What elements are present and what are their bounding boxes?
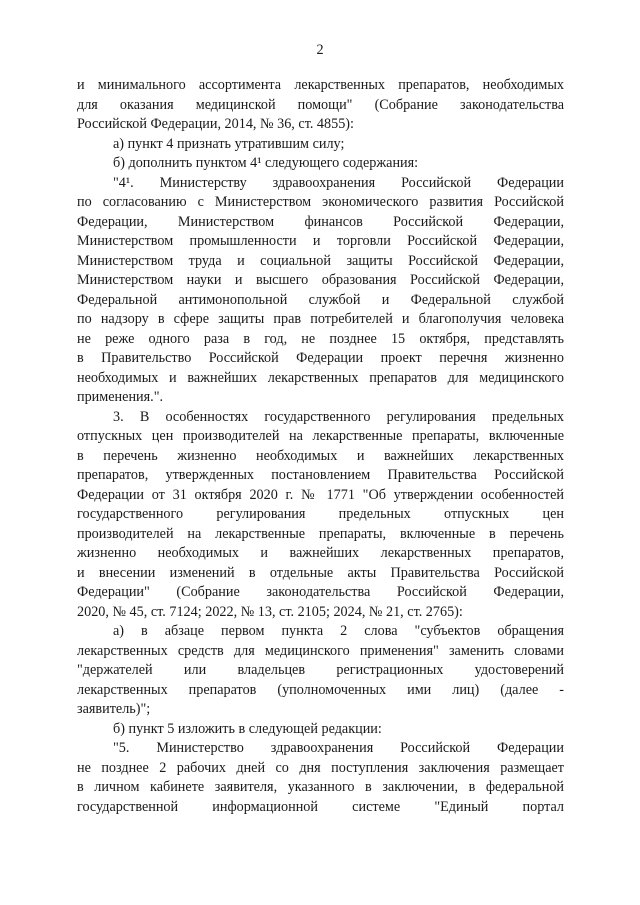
text-line: в личном кабинете заявителя, указанного в заключении, в федеральной xyxy=(77,779,564,795)
text-line: применения.". xyxy=(77,389,164,405)
text-line: Федерации, Министерством финансов Российской Федерации, xyxy=(77,213,564,230)
text-line: государственного регулирования предельных отпускных цен xyxy=(77,506,564,522)
document-body xyxy=(77,76,564,817)
text-line: не реже одного раза в год, не позднее 15 октября, представлять xyxy=(77,330,564,347)
text-line: лекарственных средств для медицинского применения" заменить словами xyxy=(77,642,564,659)
text-line: б) дополнить пунктом 4¹ следующего содержания: xyxy=(113,155,419,171)
text-line: в перечень жизненно необходимых и важнейших лекарственных xyxy=(77,447,564,464)
text-line: Министерством труда и социальной защиты Российской Федерации, xyxy=(77,252,564,269)
text-line: по согласованию с Министерством экономического развития Российской xyxy=(77,194,564,210)
text-line: жизненно необходимых и важнейших лекарственных препаратов, xyxy=(77,545,564,561)
text-line: отпускных цен производителей на лекарственные препараты, включенные xyxy=(77,428,564,444)
text-line: 3. В особенностях государственного регулирования предельных xyxy=(113,408,564,425)
text-line: в Правительство Российской Федерации проект перечня жизненно xyxy=(77,350,564,366)
text-line: государственной информационной системе "Единый портал xyxy=(77,798,564,815)
text-line: "4¹. Министерству здравоохранения Российской Федерации xyxy=(113,174,564,191)
text-line: Российской Федерации, 2014, № 36, ст. 4855): xyxy=(77,116,354,132)
text-line: Министерством промышленности и торговли Российской Федерации, xyxy=(77,233,564,249)
text-line: а) в абзаце первом пункта 2 слова "субъектов обращения xyxy=(113,623,564,639)
text-line: Федеральной антимонопольной службой и Федеральной службой xyxy=(77,291,564,308)
text-line: Федерации" (Собрание законодательства Российской Федерации, xyxy=(77,584,564,600)
text-line: производителей на лекарственные препараты, включенные в перечень xyxy=(77,525,564,542)
text-line: препаратов, утвержденных постановлением Правительства Российской xyxy=(77,467,564,483)
page-number: 2 xyxy=(316,42,324,58)
text-line: и внесении изменений в отдельные акты Правительства Российской xyxy=(77,564,564,581)
text-line: заявитель)"; xyxy=(77,701,151,717)
text-line: б) пункт 5 изложить в следующей редакции: xyxy=(113,720,382,737)
text-line: "держателей или владельцев регистрационных удостоверений xyxy=(77,662,564,678)
text-line: для оказания медицинской помощи" (Собрание законодательства xyxy=(77,96,564,113)
text-line: по надзору в сфере защиты прав потребителей и благополучия человека xyxy=(77,311,564,327)
text-line: и минимального ассортимента лекарственных препаратов, необходимых xyxy=(77,77,564,93)
text-line: необходимых и важнейших лекарственных препаратов для медицинского xyxy=(77,369,564,386)
text-line: 2020, № 45, ст. 7124; 2022, № 13, ст. 2105; 2024, № 21, ст. 2765): xyxy=(77,603,463,620)
text-line: а) пункт 4 признать утратившим силу; xyxy=(113,135,345,152)
text-line: Федерации от 31 октября 2020 г. № 1771 "Об утверждении особенностей xyxy=(77,486,564,503)
text-line: лекарственных препаратов (уполномоченных ими лиц) (далее - xyxy=(77,681,564,698)
text-line: "5. Министерство здравоохранения Российской Федерации xyxy=(113,740,564,756)
text-line: не позднее 2 рабочих дней со дня поступления заключения размещает xyxy=(77,759,564,776)
text-line: Министерством науки и высшего образования Российской Федерации, xyxy=(77,272,564,288)
